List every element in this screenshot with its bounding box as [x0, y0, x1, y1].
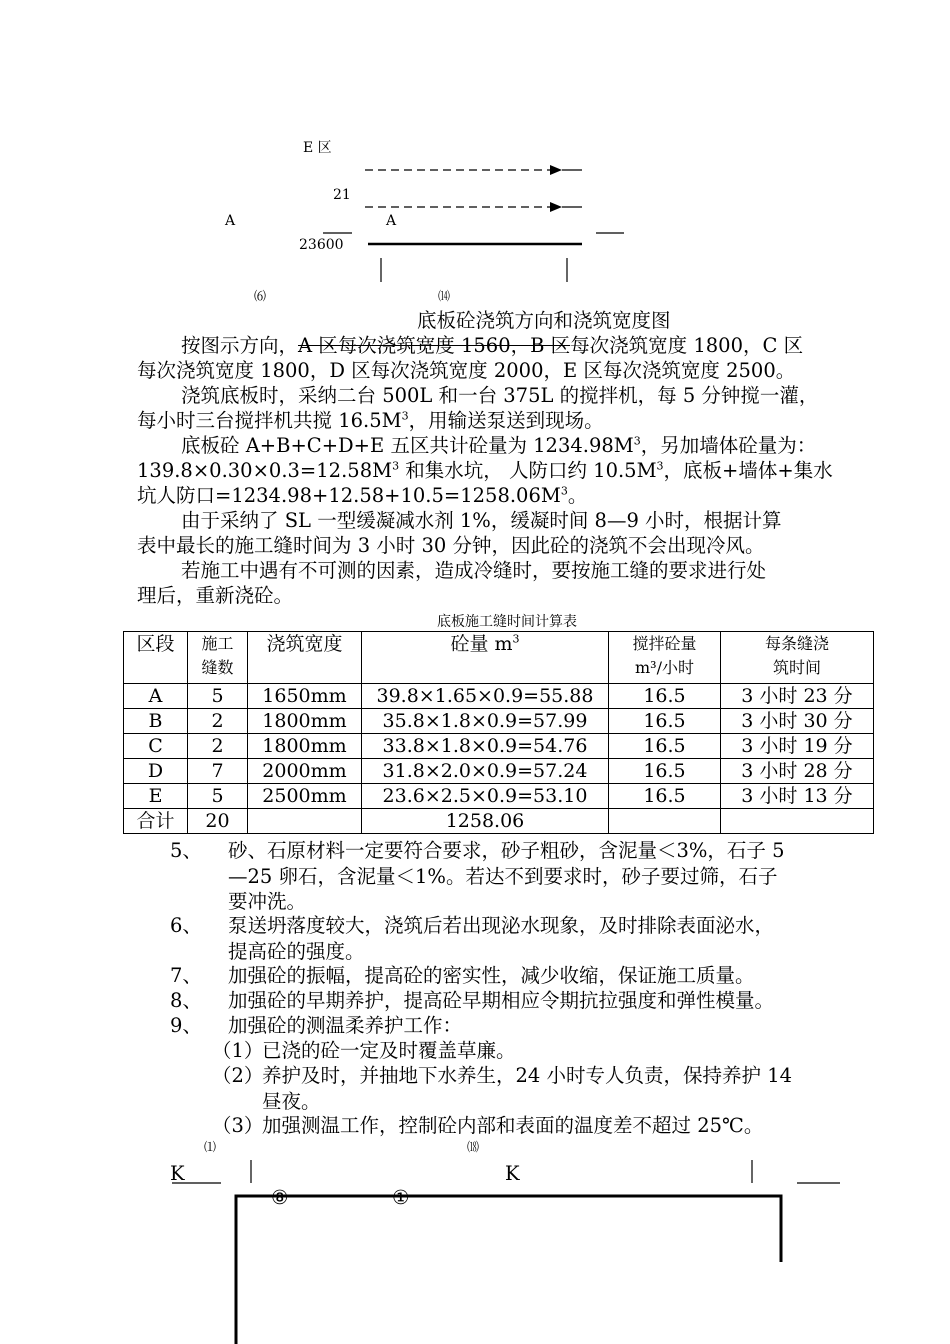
paragraph-5-line-1: 若施工中遇有不可测的因素，造成冷缝时，要按施工缝的要求进行处 — [181, 559, 767, 582]
header-time-line-1: 每条缝浇 — [764, 634, 829, 653]
p1-strikethrough: A 区每次浇筑宽度 1560，B 区 — [298, 334, 571, 357]
header-pour-time — [721, 632, 874, 684]
list-number: 8、 — [170, 989, 202, 1012]
header-mix-line-2: m³/小时 — [635, 658, 694, 677]
cell-joints: 2 — [188, 709, 248, 734]
cell-seg: B — [124, 709, 188, 734]
table-row — [124, 759, 874, 784]
paragraph-3-line-3 — [137, 483, 877, 509]
sublist-number: （1） — [212, 1039, 264, 1062]
cell-time: 3 小时 28 分 — [721, 759, 874, 784]
cell-joints: 5 — [188, 684, 248, 709]
cell-joints: 7 — [188, 759, 248, 784]
axis-label-1: ⑴ — [204, 1140, 217, 1154]
grid-circle-8: ⑧ — [271, 1186, 289, 1209]
cell-width: 2500mm — [248, 784, 362, 809]
superscript-3: 3 — [401, 409, 409, 423]
superscript-3: 3 — [392, 459, 400, 473]
header-joints — [188, 632, 248, 684]
list-number: 9、 — [170, 1014, 202, 1037]
list-text-line: 砂、石原材料一定要符合要求，砂子粗砂，含泥量＜3%，石子 5 — [228, 839, 785, 862]
cell-seg: C — [124, 734, 188, 759]
cell-mix: 16.5 — [609, 734, 721, 759]
total-joints: 20 — [188, 809, 248, 834]
list-text — [228, 1013, 870, 1039]
table-row — [124, 784, 874, 809]
p2-text-b: ，用输送泵送到现场。 — [408, 409, 604, 432]
list-text-line: 提高砼的强度。 — [228, 939, 365, 963]
p3-text-c: 139.8×0.30×0.3=12.58M — [137, 459, 393, 482]
sublist-text — [262, 1063, 872, 1114]
sublist-number: （2） — [212, 1064, 264, 1087]
sublist-item — [212, 1113, 872, 1139]
list-text-line: —25 卵石，含泥量＜1%。若达不到要求时，砂子要过筛，石子 — [228, 864, 778, 888]
p3-text-f: 坑人防口=1234.98+12.58+10.5=1258.06M — [137, 484, 561, 507]
dimension-21: 21 — [333, 187, 351, 203]
total-volume: 1258.06 — [362, 809, 609, 834]
list-item — [170, 838, 870, 915]
paragraph-1 — [137, 333, 877, 359]
section-k-left: K — [170, 1162, 185, 1185]
p1-rest: 每次浇筑宽度 1800，C 区 — [570, 334, 804, 357]
cell-volume: 39.8×1.65×0.9=55.88 — [362, 684, 609, 709]
sublist-text-line: 昼夜。 — [262, 1089, 321, 1113]
cell-seg: A — [124, 684, 188, 709]
superscript-3: 3 — [633, 434, 641, 448]
cell-mix: 16.5 — [609, 759, 721, 784]
paragraph-2-line-1: 浇筑底板时，采纳二台 500L 和一台 375L 的搅拌机，每 5 分钟搅一灌， — [181, 384, 819, 407]
total-mix-empty — [609, 809, 721, 834]
header-joints-line-2: 缝数 — [201, 658, 234, 677]
cell-seg: E — [124, 784, 188, 809]
dimension-23600: 23600 — [299, 237, 344, 253]
cell-time: 3 小时 19 分 — [721, 734, 874, 759]
list-text-line: 要冲洗。 — [228, 890, 307, 913]
cell-volume: 33.8×1.8×0.9=54.76 — [362, 734, 609, 759]
cell-width: 1800mm — [248, 709, 362, 734]
axis-label-18: ⒅ — [467, 1140, 480, 1154]
header-mix-rate — [609, 632, 721, 684]
section-a-left: A — [225, 213, 236, 229]
table-header-row — [124, 632, 874, 684]
list-text — [228, 988, 870, 1014]
arrow-head-2 — [550, 202, 562, 212]
arrow-head-1 — [550, 165, 562, 175]
paragraph-2-line-2 — [137, 408, 877, 434]
list-text — [228, 913, 870, 964]
sublist-text-line: 已浇的砼一定及时覆盖草廉。 — [262, 1039, 516, 1062]
superscript-3: 3 — [656, 459, 664, 473]
zone-e-label: E 区 — [303, 140, 332, 156]
paragraph-3-line-2 — [137, 458, 877, 484]
list-text-line: 加强砼的测温柔养护工作： — [228, 1014, 463, 1037]
p3-text-e: ，底板+墙体+集水 — [663, 459, 833, 482]
cell-volume: 31.8×2.0×0.9=57.24 — [362, 759, 609, 784]
list-text-line: 加强砼的早期养护，提高砼早期相应令期抗拉强度和弹性模量。 — [228, 989, 775, 1012]
list-text-line: 加强砼的振幅，提高砼的密实性，减少收缩，保证施工质量。 — [228, 964, 755, 987]
paragraph-4-line-2: 表中最长的施工缝时间为 3 小时 30 分钟，因此砼的浇筑不会出现冷风。 — [137, 534, 765, 557]
p2-text-a: 每小时三台搅拌机共搅 16.5M — [137, 409, 402, 432]
p3-text-b: ，另加墙体砼量为： — [640, 434, 817, 457]
list-text — [228, 963, 870, 989]
list-item — [170, 963, 870, 989]
cell-time: 3 小时 23 分 — [721, 684, 874, 709]
superscript-3: 3 — [560, 484, 568, 498]
paragraph-5-line-2: 理后，重新浇砼。 — [137, 584, 294, 607]
header-joints-line-1: 施工 — [201, 634, 234, 653]
section-k-mid: K — [505, 1162, 520, 1185]
sublist-text-line: 加强测温工作，控制砼内部和表面的温度差不超过 25℃。 — [262, 1114, 764, 1137]
p3-text-g: 。 — [567, 484, 588, 507]
cell-mix: 16.5 — [609, 784, 721, 809]
sublist-number: （3） — [212, 1114, 264, 1137]
sublist-text-line: 养护及时，并抽地下水养生，24 小时专人负责，保持养护 14 — [262, 1064, 793, 1087]
p3-text-a: 底板砼 A+B+C+D+E 五区共计砼量为 1234.98M — [181, 434, 634, 457]
header-mix-line-1: 搅拌砼量 — [632, 634, 697, 653]
list-number: 6、 — [170, 914, 202, 937]
cell-width: 1800mm — [248, 734, 362, 759]
table-row — [124, 734, 874, 759]
p3-text-d: 和集水坑， 人防口约 10.5M — [399, 459, 657, 482]
section-a-mid: A — [386, 213, 397, 229]
list-text — [228, 838, 870, 915]
cell-width: 1650mm — [248, 684, 362, 709]
table-caption: 底板施工缝时间计算表 — [437, 614, 577, 630]
cell-joints: 2 — [188, 734, 248, 759]
header-segment: 区段 — [124, 632, 188, 684]
list-text-line: 泵送坍落度较大，浇筑后若出现泌水现象，及时排除表面泌水， — [228, 914, 775, 937]
superscript-3: 3 — [512, 632, 520, 646]
cell-time: 3 小时 13 分 — [721, 784, 874, 809]
cell-joints: 5 — [188, 784, 248, 809]
table-row — [124, 684, 874, 709]
sublist-text — [262, 1038, 872, 1064]
table-body — [124, 684, 874, 809]
header-time-line-2: 筑时间 — [772, 658, 821, 677]
sublist-item — [212, 1038, 872, 1064]
axis-label-6: ⑹ — [254, 289, 267, 303]
header-width: 浇筑宽度 — [248, 632, 362, 684]
total-width-empty — [248, 809, 362, 834]
list-item — [170, 1013, 870, 1039]
table-row — [124, 709, 874, 734]
diagram-caption: 底板砼浇筑方向和浇筑宽度图 — [417, 309, 671, 332]
total-label: 合计 — [124, 809, 188, 834]
cell-volume: 23.6×2.5×0.9=53.10 — [362, 784, 609, 809]
sublist-item — [212, 1063, 872, 1114]
paragraph-1-line-2: 每次浇筑宽度 1800，D 区每次浇筑宽度 2000，E 区每次浇筑宽度 2500。 — [137, 359, 796, 382]
cell-seg: D — [124, 759, 188, 784]
cell-volume: 35.8×1.8×0.9=57.99 — [362, 709, 609, 734]
grid-circle-1: ① — [392, 1186, 410, 1209]
cell-mix: 16.5 — [609, 684, 721, 709]
cell-mix: 16.5 — [609, 709, 721, 734]
joint-time-table — [123, 631, 874, 834]
header-volume-text: 砼量 m — [450, 633, 513, 655]
header-volume — [362, 632, 609, 684]
p1-prefix: 按图示方向， — [181, 334, 299, 357]
paragraph-3-line-1 — [137, 433, 877, 459]
table-total-row — [124, 809, 874, 834]
cell-time: 3 小时 30 分 — [721, 709, 874, 734]
sublist-text — [262, 1113, 872, 1139]
list-number: 7、 — [170, 964, 202, 987]
cell-width: 2000mm — [248, 759, 362, 784]
list-item — [170, 913, 870, 964]
wall-outline — [236, 1196, 781, 1344]
paragraph-4-line-1: 由于采纳了 SL 一型缓凝减水剂 1%，缓凝时间 8—9 小时，根据计算 — [181, 509, 782, 532]
total-time-empty — [721, 809, 874, 834]
axis-label-14: ⒁ — [438, 289, 451, 303]
list-item — [170, 988, 870, 1014]
list-number: 5、 — [170, 839, 202, 862]
